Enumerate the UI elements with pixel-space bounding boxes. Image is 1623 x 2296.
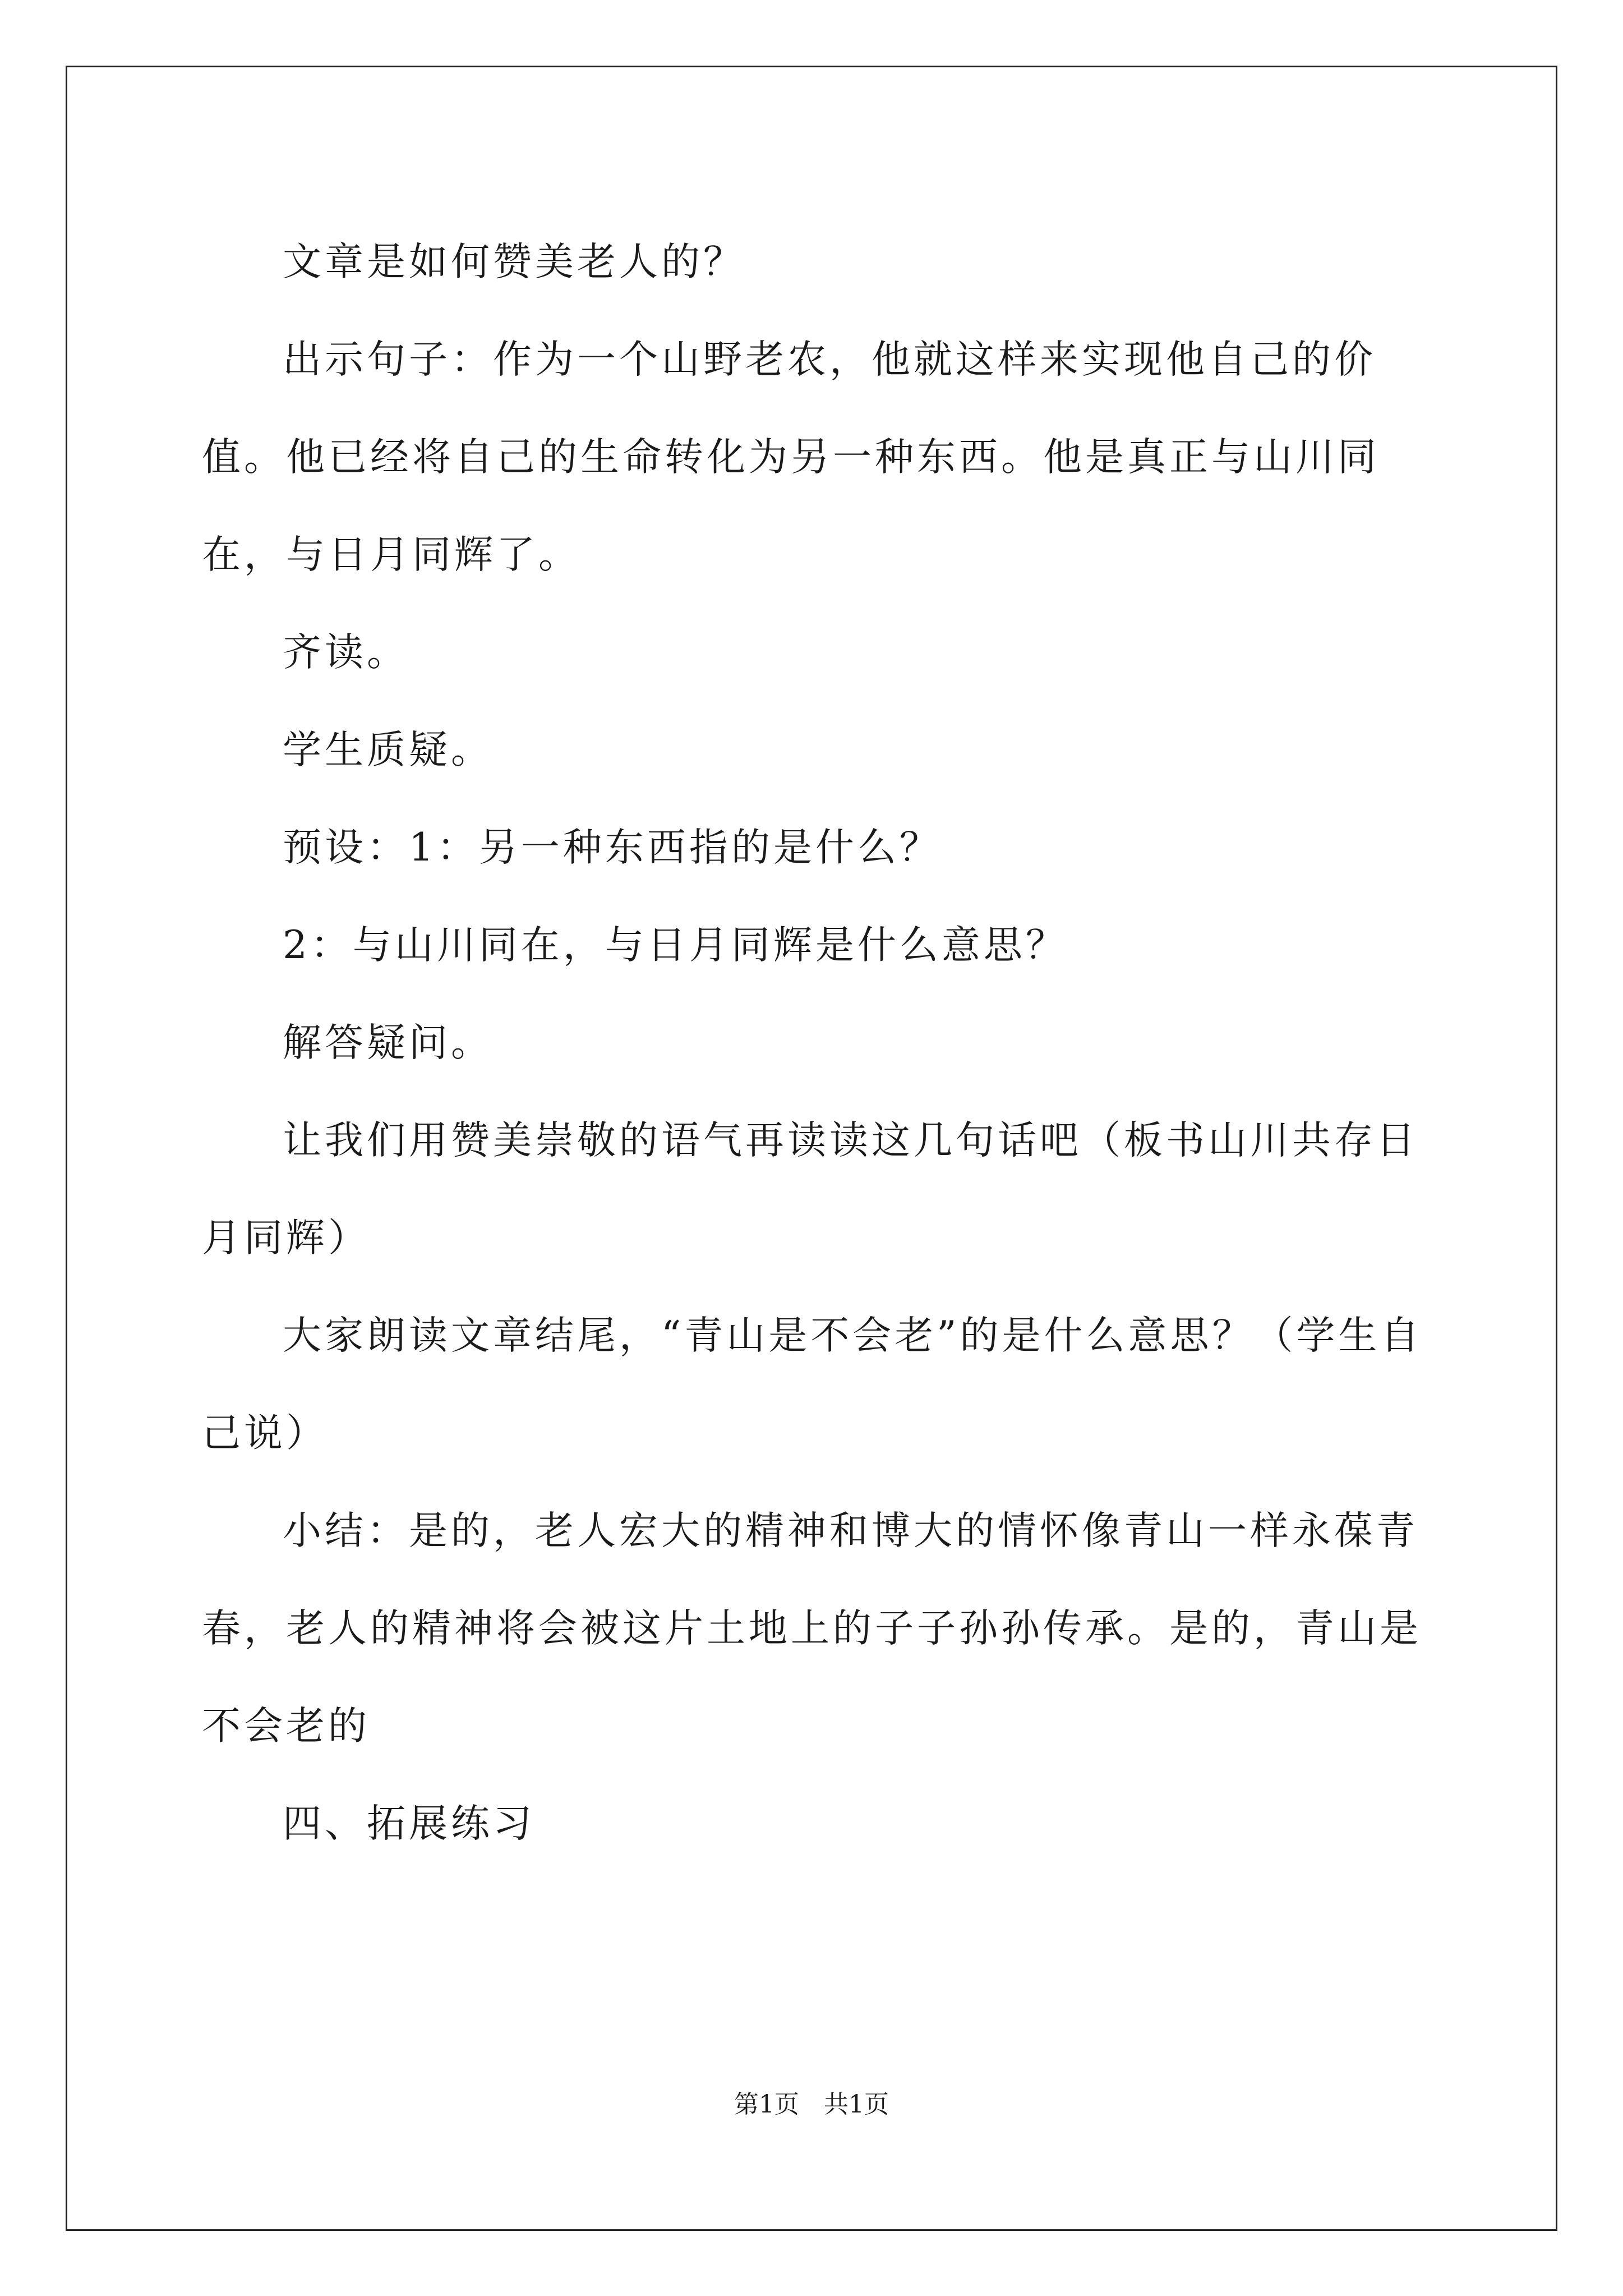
paragraph: 大家朗读文章结尾，“青山是不会老”的是什么意思？（学生自己说） [202, 1313, 1423, 1456]
paragraph: 解答疑问。 [283, 1020, 493, 1065]
paragraph: 小结：是的，老人宏大的精神和博大的情怀像青山一样永葆青春，老人的精神将会被这片土地上的子子孙孙传承。是的，青山是不会老的 [202, 1508, 1422, 1749]
paragraph: 齐读。 [283, 630, 409, 675]
page-number: 第1页 共1页 [734, 2090, 889, 2119]
section-heading: 四、拓展练习 [283, 1801, 535, 1846]
paragraph: 文章是如何赞美老人的？ [283, 240, 745, 284]
paragraph: 出示句子：作为一个山野老农，他就这样来实现他自己的价值。他已经将自己的生命转化为另一种东西。他是真正与山川同在，与日月同辉了。 [202, 337, 1380, 577]
paragraph: 2：与山川同在，与日月同辉是什么意思？ [283, 923, 1068, 968]
paragraph: 学生质疑。 [283, 728, 493, 772]
paragraph: 让我们用赞美崇敬的语气再读读这几句话吧（板书山川共存日月同辉） [202, 1118, 1418, 1260]
paragraph: 预设：1：另一种东西指的是什么？ [283, 825, 942, 870]
document-body [202, 213, 1427, 1872]
